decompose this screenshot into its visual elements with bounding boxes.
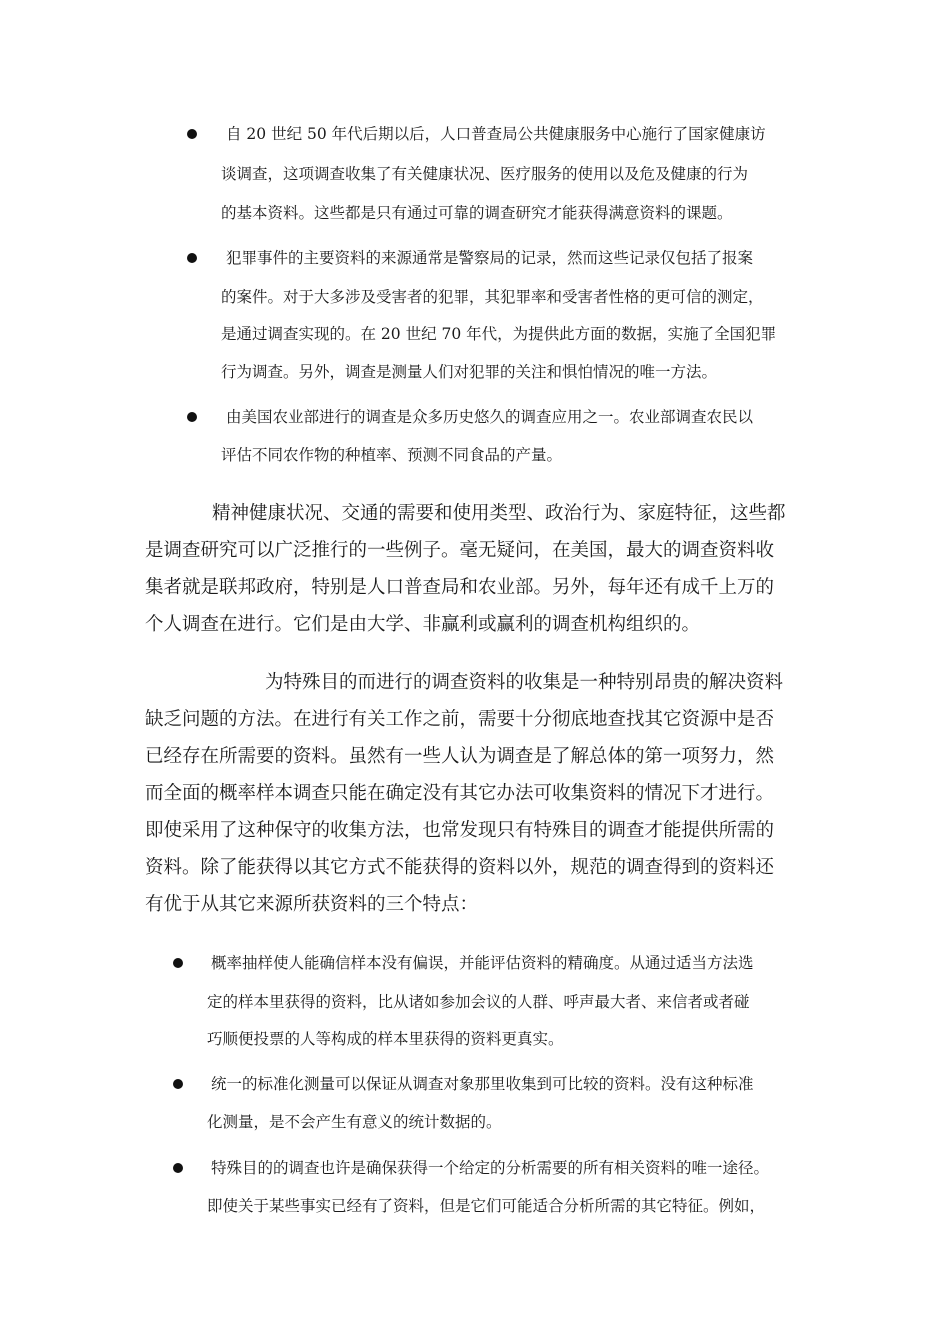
bullet-line: 的基本资料。这些都是只有通过可靠的调查研究才能获得满意资料的课题。 bbox=[221, 204, 733, 222]
paragraph-line: 已经存在所需要的资料。虽然有一些人认为调查是了解总体的第一项努力，然 bbox=[145, 746, 775, 767]
paragraph-line: 个人调查在进行。它们是由大学、非赢利或赢利的调查机构组织的。 bbox=[145, 614, 701, 635]
bullet-line: 犯罪事件的主要资料的来源通常是警察局的记录，然而这些记录仅包括了报案 bbox=[226, 249, 754, 267]
bullet-line: 特殊目的的调查也许是确保获得一个给定的分析需要的所有相关资料的唯一途径。 bbox=[211, 1159, 770, 1177]
bullet-dot-icon bbox=[173, 1079, 183, 1089]
bullet-dot-icon bbox=[187, 412, 197, 422]
bullet-line: 是通过调查实现的。在 20 世纪 70 年代，为提供此方面的数据，实施了全国犯罪 bbox=[221, 325, 777, 343]
bullet-dot-icon bbox=[173, 958, 183, 968]
paragraph-line: 资料。除了能获得以其它方式不能获得的资料以外，规范的调查得到的资料还 bbox=[145, 857, 775, 878]
bullet-line: 概率抽样使人能确信样本没有偏误，并能评估资料的精确度。从通过适当方法选 bbox=[211, 954, 754, 972]
paragraph-line: 有优于从其它来源所获资料的三个特点： bbox=[145, 894, 479, 915]
bullet-line: 化测量，是不会产生有意义的统计数据的。 bbox=[207, 1113, 502, 1131]
bullet-dot-icon bbox=[173, 1163, 183, 1173]
bullet-line: 行为调查。另外，调查是测量人们对犯罪的关注和惧怕情况的唯一方法。 bbox=[221, 363, 718, 381]
paragraph-line: 是调查研究可以广泛推行的一些例子。毫无疑问，在美国，最大的调查资料收 bbox=[145, 540, 775, 561]
paragraph-line: 而全面的概率样本调查只能在确定没有其它办法可收集资料的情况下才进行。 bbox=[145, 783, 775, 804]
bullet-line: 统一的标准化测量可以保证从调查对象那里收集到可比较的资料。没有这种标准 bbox=[211, 1075, 754, 1093]
paragraph-line: 即使采用了这种保守的收集方法，也常发现只有特殊目的调查才能提供所需的 bbox=[145, 820, 775, 841]
bullet-line: 定的样本里获得的资料，比从诸如参加会议的人群、呼声最大者、来信者或者碰 bbox=[207, 993, 750, 1011]
bullet-line: 谈调查，这项调查收集了有关健康状况、医疗服务的使用以及危及健康的行为 bbox=[221, 165, 749, 183]
paragraph-line: 集者就是联邦政府，特别是人口普查局和农业部。另外，每年还有成千上万的 bbox=[145, 577, 775, 598]
bullet-line: 巧顺便投票的人等构成的样本里获得的资料更真实。 bbox=[207, 1030, 564, 1048]
bullet-dot-icon bbox=[187, 253, 197, 263]
bullet-line: 由美国农业部进行的调查是众多历史悠久的调查应用之一。农业部调查农民以 bbox=[226, 408, 754, 426]
bullet-line: 评估不同农作物的种植率、预测不同食品的产量。 bbox=[221, 446, 563, 464]
bullet-line: 的案件。对于大多涉及受害者的犯罪，其犯罪率和受害者性格的更可信的测定， bbox=[221, 288, 764, 306]
bullet-dot-icon bbox=[187, 129, 197, 139]
paragraph-line: 为特殊目的而进行的调查资料的收集是一种特别昂贵的解决资料 bbox=[265, 672, 784, 693]
paragraph-line: 缺乏问题的方法。在进行有关工作之前，需要十分彻底地查找其它资源中是否 bbox=[145, 709, 775, 730]
bullet-line: 即使关于某些事实已经有了资料，但是它们可能适合分析所需的其它特征。例如， bbox=[207, 1197, 766, 1215]
bullet-line: 自 20 世纪 50 年代后期以后，人口普查局公共健康服务中心施行了国家健康访 bbox=[226, 125, 766, 143]
paragraph-line: 精神健康状况、交通的需要和使用类型、政治行为、家庭特征，这些都 bbox=[212, 503, 786, 524]
